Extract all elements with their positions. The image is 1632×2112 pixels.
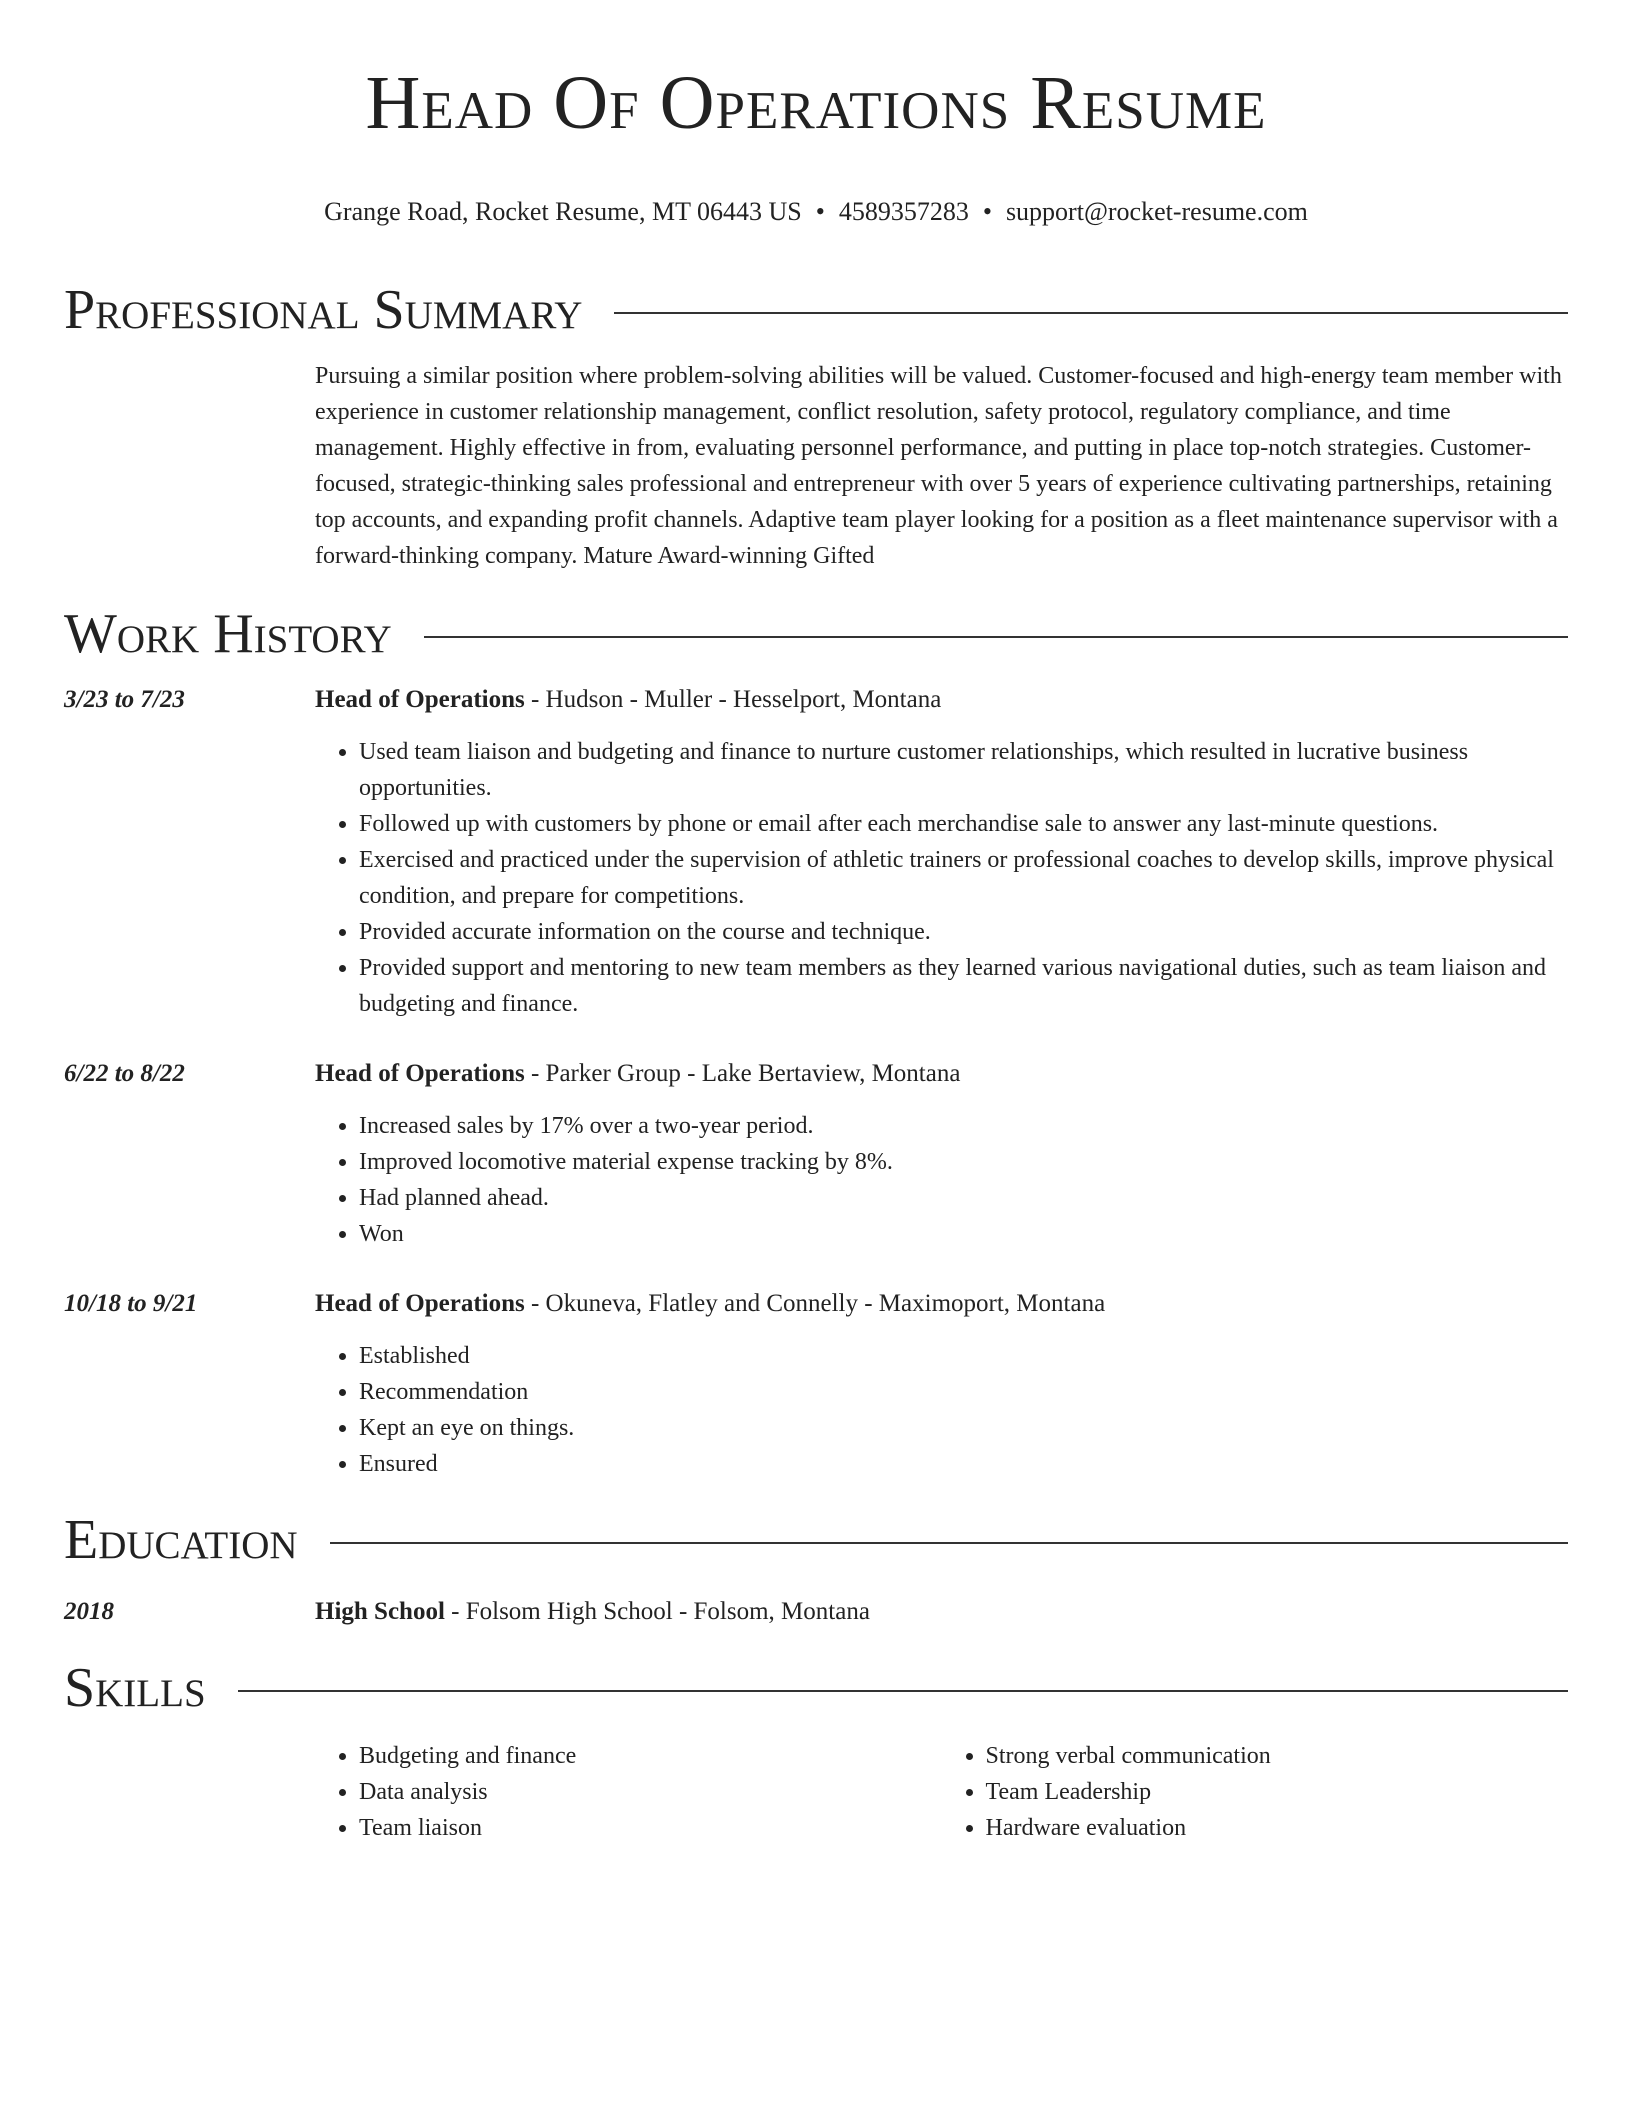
skill-item: • Hardware evaluation [986, 1810, 1569, 1846]
summary-heading: Professional Summary [64, 279, 583, 341]
contact-email: support@rocket-resume.com [1005, 197, 1308, 226]
contact-separator: • [815, 197, 825, 226]
resume-title: Head Of Operations Resume [365, 61, 1267, 145]
contact-address: Grange Road, Rocket Resume, MT 06443 US [324, 197, 802, 226]
job-bullets-row [64, 1322, 1568, 1482]
education-details: - Folsom High School - Folsom, Montana [444, 1598, 870, 1625]
skill-item: • Team liaison [359, 1810, 942, 1846]
job-bullets [315, 1338, 1568, 1482]
education-degree: High School [315, 1598, 445, 1625]
job-details: - Okuneva, Flatley and Connelly - Maximoport, Montana [524, 1290, 1106, 1317]
job-role: Head of Operations [315, 1290, 525, 1317]
education-heading: Education [64, 1509, 298, 1571]
job-bullets-row [64, 718, 1568, 1022]
contact-separator: • [982, 197, 992, 226]
skills-list [315, 1738, 1568, 1846]
list-item: • Ensured [359, 1446, 1568, 1482]
skills-section-header [64, 1656, 1568, 1720]
contact-phone: 4589357283 [838, 197, 969, 226]
list-item: • Increased sales by 17% over a two-year period. [359, 1108, 1568, 1144]
skills-heading: Skills [64, 1657, 206, 1719]
job-details: - Hudson - Muller - Hesselport, Montana [524, 686, 942, 713]
date-spacer [64, 1092, 315, 1252]
job-bullets [315, 734, 1568, 1022]
section-divider [424, 636, 1568, 638]
skill-item: • Team Leadership [986, 1774, 1569, 1810]
skills-column-right [942, 1738, 1569, 1846]
job-entry [64, 1056, 1568, 1252]
skill-item: • Strong verbal communication [986, 1738, 1569, 1774]
list-item: • Followed up with customers by phone or email after each merchandise sale to answer any last-minute questions. [359, 806, 1568, 842]
skill-item: • Budgeting and finance [359, 1738, 942, 1774]
job-bullets-container [315, 1322, 1568, 1482]
list-item: • Recommendation [359, 1374, 1568, 1410]
date-spacer [64, 718, 315, 1022]
job-bullets-container [315, 1092, 1568, 1252]
job-title-line [315, 1286, 1568, 1322]
section-divider [330, 1542, 1568, 1544]
job-header [64, 1056, 1568, 1092]
section-divider [238, 1690, 1568, 1692]
list-item: • Won [359, 1216, 1568, 1252]
job-header [64, 682, 1568, 718]
work-section-header [64, 602, 1568, 666]
job-bullets-row [64, 1092, 1568, 1252]
job-dates: 6/22 to 8/22 [64, 1060, 185, 1087]
contact-line [64, 194, 1568, 230]
list-item: • Provided accurate information on the course and technique. [359, 914, 1568, 950]
education-entry [64, 1594, 1568, 1630]
date-spacer [64, 1322, 315, 1482]
job-bullets [315, 1108, 1568, 1252]
skill-item: • Data analysis [359, 1774, 942, 1810]
list-item: • Improved locomotive material expense tracking by 8%. [359, 1144, 1568, 1180]
work-heading: Work History [64, 603, 392, 665]
education-line [315, 1594, 1568, 1630]
job-bullets-container [315, 718, 1568, 1022]
summary-text: Pursuing a similar position where problem-solving abilities will be valued. Customer-focused and high-energy team member with experience in customer relationship management, conflict resolution, safety protocol, regulatory compliance, and time management. Highly effective in from, evaluating personnel performance, and putting in place top-notch strategies. Customer-focused, strategic-thinking sales professional and entrepreneur with over 5 years of experience cultivating partnerships, retaining top accounts, and expanding profit channels. Adaptive team player looking for a position as a fleet maintenance supervisor with a forward-thinking company. Mature Award-winning Gifted [315, 363, 1562, 569]
section-divider [614, 312, 1568, 314]
list-item: • Established [359, 1338, 1568, 1374]
list-item: • Exercised and practiced under the supervision of athletic trainers or professional coaches to develop skills, improve physical condition, and prepare for competitions. [359, 842, 1568, 914]
list-item: • Had planned ahead. [359, 1180, 1568, 1216]
job-details: - Parker Group - Lake Bertaview, Montana [524, 1060, 961, 1087]
list-item: • Used team liaison and budgeting and finance to nurture customer relationships, which resulted in lucrative business opportunities. [359, 734, 1568, 806]
job-header [64, 1286, 1568, 1322]
job-dates: 3/23 to 7/23 [64, 686, 185, 713]
education-section-header [64, 1508, 1568, 1572]
job-entry [64, 1286, 1568, 1482]
job-title-line [315, 682, 1568, 718]
list-item: • Kept an eye on things. [359, 1410, 1568, 1446]
job-role: Head of Operations [315, 1060, 525, 1087]
job-title-line [315, 1056, 1568, 1092]
skills-column-left [315, 1738, 942, 1846]
job-role: Head of Operations [315, 686, 525, 713]
education-year: 2018 [64, 1598, 114, 1625]
job-entry [64, 682, 1568, 1022]
summary-section-header [64, 278, 1568, 342]
job-dates: 10/18 to 9/21 [64, 1290, 198, 1317]
list-item: • Provided support and mentoring to new team members as they learned various navigational duties, such as team liaison and budgeting and finance. [359, 950, 1568, 1022]
